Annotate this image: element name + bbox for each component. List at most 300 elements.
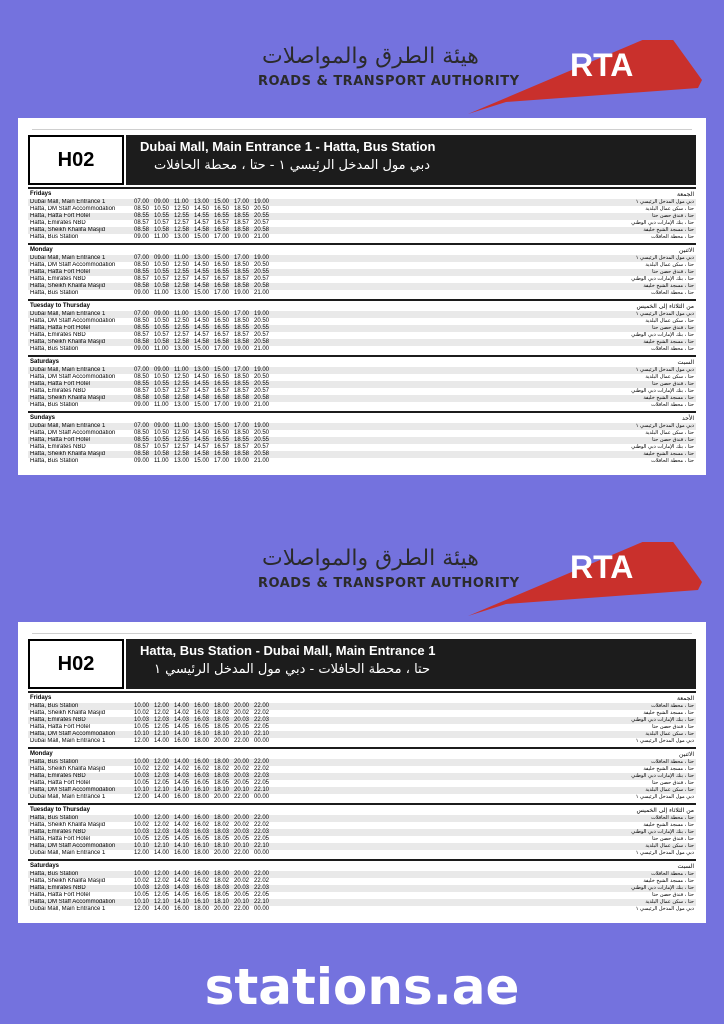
departure-time: 12.50 [174, 374, 190, 380]
stop-name-arabic: حتا ، محطة الحافلات [651, 234, 694, 240]
departure-times [134, 885, 314, 892]
departure-times [134, 290, 314, 297]
stop-name: Hatta, DM Staff Accommodation [30, 318, 116, 324]
site-watermark: stations.ae [204, 958, 520, 1016]
departure-time: 11.00 [154, 290, 169, 296]
departure-time: 20.50 [254, 318, 270, 324]
departure-time: 08.50 [134, 318, 150, 324]
departure-times [134, 444, 314, 451]
table-row [28, 878, 696, 885]
stop-name-arabic: دبي مول المدخل الرئيسي ١ [635, 906, 694, 912]
table-row [28, 717, 696, 724]
departure-time: 20.10 [234, 787, 250, 793]
departure-time: 16.58 [214, 227, 230, 233]
departure-time: 16.58 [214, 283, 230, 289]
stop-name-arabic: حتا ، محطة الحافلات [651, 458, 694, 464]
departure-times [134, 458, 314, 465]
departure-time: 22.00 [254, 815, 270, 821]
table-row [28, 332, 696, 339]
departure-time: 12.55 [174, 213, 190, 219]
stop-name-arabic: حتا ، محطة الحافلات [651, 346, 694, 352]
departure-time: 12.55 [174, 381, 190, 387]
day-label-english: Tuesday to Thursday [30, 303, 90, 309]
departure-times [134, 213, 314, 220]
departure-time: 12.57 [174, 220, 190, 226]
stop-name: Hatta, Sheikh Khalifa Masjid [30, 339, 106, 345]
table-row [28, 885, 696, 892]
departure-time: 12.00 [134, 738, 150, 744]
departure-times [134, 822, 314, 829]
departure-time: 16.50 [214, 262, 230, 268]
departure-time: 12.55 [174, 437, 190, 443]
departure-time: 08.50 [134, 262, 150, 268]
stop-name-arabic: حتا ، سكن عمال البلدية [645, 843, 694, 849]
departure-time: 20.55 [254, 437, 270, 443]
table-row [28, 724, 696, 731]
departure-time: 16.58 [214, 451, 230, 457]
departure-time: 12.50 [174, 318, 190, 324]
table-row [28, 794, 696, 801]
departure-times [134, 773, 314, 780]
day-label-arabic: الجمعة [677, 190, 694, 198]
stop-name: Hatta, Bus Station [30, 815, 79, 821]
table-row [28, 437, 696, 444]
day-label-arabic: من الثلاثاء إلى الخميس [636, 806, 694, 814]
day-section-header [28, 411, 696, 423]
departure-time: 13.00 [174, 402, 190, 408]
stop-name-arabic: حتا ، بنك الإمارات دبي الوطني [631, 773, 694, 779]
departure-time: 19.00 [234, 290, 250, 296]
departure-time: 20.50 [254, 374, 270, 380]
departure-time: 20.57 [254, 220, 270, 226]
departure-time: 10.05 [134, 892, 150, 898]
table-row [28, 731, 696, 738]
departure-times [134, 374, 314, 381]
departure-time: 22.02 [254, 822, 270, 828]
table-row [28, 339, 696, 346]
route-title-arabic: دبي مول المدخل الرئيسي ١ - حتا ، محطة الحافلات [154, 158, 430, 173]
departure-time: 20.00 [214, 906, 230, 912]
departure-time: 18.50 [234, 262, 250, 268]
stop-name-arabic: دبي مول المدخل الرئيسي ١ [635, 199, 694, 205]
departure-time: 19.00 [254, 255, 270, 261]
departure-time: 22.10 [254, 899, 270, 905]
departure-times [134, 710, 314, 717]
departure-time: 22.05 [254, 836, 270, 842]
departure-time: 22.00 [254, 703, 270, 709]
table-row [28, 255, 696, 262]
day-section-rows [28, 703, 696, 745]
table-row [28, 402, 696, 409]
table-row [28, 423, 696, 430]
departure-time: 00.00 [254, 906, 270, 912]
departure-time: 10.50 [154, 430, 170, 436]
departure-time: 14.03 [174, 717, 190, 723]
departure-times [134, 906, 314, 913]
stop-name: Hatta, Sheikh Khalifa Masjid [30, 283, 106, 289]
table-row [28, 766, 696, 773]
departure-time: 14.50 [194, 318, 210, 324]
stop-name: Hatta, Emirates NBD [30, 332, 86, 338]
departure-times [134, 437, 314, 444]
departure-time: 14.10 [174, 787, 190, 793]
departure-time: 13.00 [194, 199, 210, 205]
departure-time: 20.02 [234, 710, 250, 716]
stop-name: Hatta, DM Staff Accommodation [30, 206, 116, 212]
departure-time: 22.05 [254, 780, 270, 786]
departure-time: 22.10 [254, 731, 270, 737]
departure-time: 20.02 [234, 766, 250, 772]
departure-time: 18.50 [234, 374, 250, 380]
stop-name-arabic: حتا ، سكن عمال البلدية [645, 318, 694, 324]
stop-name-arabic: حتا ، بنك الإمارات دبي الوطني [631, 332, 694, 338]
table-row [28, 822, 696, 829]
route-titles [126, 639, 696, 689]
table-row [28, 213, 696, 220]
departure-time: 14.55 [194, 213, 210, 219]
departure-time: 09.00 [134, 458, 150, 464]
departure-time: 16.55 [214, 269, 230, 275]
departure-times [134, 269, 314, 276]
departure-time: 20.50 [254, 430, 270, 436]
stop-name: Hatta, Sheikh Khalifa Masjid [30, 710, 106, 716]
table-row [28, 325, 696, 332]
departure-time: 14.05 [174, 836, 190, 842]
day-section-rows [28, 871, 696, 913]
departure-time: 16.00 [194, 871, 210, 877]
stop-name: Hatta, Bus Station [30, 871, 79, 877]
table-row [28, 206, 696, 213]
departure-time: 10.03 [134, 773, 150, 779]
departure-times [134, 780, 314, 787]
departure-time: 16.55 [214, 437, 230, 443]
departure-time: 14.00 [174, 871, 190, 877]
departure-time: 07.00 [134, 423, 150, 429]
day-label-arabic: السبت [677, 358, 694, 366]
rta-name-english: ROADS & TRANSPORT AUTHORITY [258, 74, 520, 89]
departure-time: 14.00 [154, 850, 170, 856]
table-row [28, 346, 696, 353]
departure-times [134, 227, 314, 234]
stop-name: Hatta, DM Staff Accommodation [30, 787, 116, 793]
departure-time: 20.03 [234, 717, 250, 723]
departure-time: 07.00 [134, 311, 150, 317]
departure-time: 18.58 [234, 283, 250, 289]
stop-name: Hatta, DM Staff Accommodation [30, 843, 116, 849]
departure-time: 18.55 [234, 437, 250, 443]
departure-time: 14.50 [194, 262, 210, 268]
stop-name-arabic: حتا ، مسجد الشيخ خليفة [643, 339, 694, 345]
departure-times [134, 878, 314, 885]
departure-time: 16.00 [174, 738, 190, 744]
departure-time: 10.05 [134, 724, 150, 730]
stop-name: Hatta, Bus Station [30, 458, 79, 464]
departure-time: 20.10 [234, 731, 250, 737]
day-label-english: Monday [30, 751, 53, 757]
departure-time: 00.00 [254, 794, 270, 800]
day-section-rows [28, 815, 696, 857]
departure-time: 20.55 [254, 381, 270, 387]
departure-times [134, 430, 314, 437]
departure-time: 20.05 [234, 836, 250, 842]
departure-time: 16.05 [194, 892, 210, 898]
panel-rule [32, 633, 692, 634]
stop-name-arabic: حتا ، بنك الإمارات دبي الوطني [631, 276, 694, 282]
stop-name-arabic: حتا ، سكن عمال البلدية [645, 206, 694, 212]
departure-time: 12.02 [154, 878, 170, 884]
day-label-arabic: الاثنين [679, 246, 694, 254]
departure-time: 18.00 [194, 794, 210, 800]
stop-name: Hatta, Hatta Fort Hotel [30, 381, 91, 387]
departure-time: 13.00 [194, 311, 210, 317]
stop-name-arabic: حتا ، محطة الحافلات [651, 815, 694, 821]
departure-time: 12.10 [154, 787, 170, 793]
departure-time: 10.00 [134, 871, 150, 877]
departure-time: 17.00 [214, 290, 230, 296]
departure-time: 20.57 [254, 388, 270, 394]
departure-times [134, 850, 314, 857]
departure-times [134, 766, 314, 773]
departure-time: 22.02 [254, 710, 270, 716]
departure-time: 20.00 [234, 871, 250, 877]
departure-time: 14.57 [194, 220, 210, 226]
departure-time: 09.00 [154, 255, 170, 261]
departure-time: 08.55 [134, 213, 150, 219]
stop-name-arabic: حتا ، محطة الحافلات [651, 759, 694, 765]
departure-time: 18.58 [234, 451, 250, 457]
departure-time: 08.50 [134, 374, 150, 380]
departure-time: 19.00 [254, 423, 270, 429]
departure-time: 11.00 [154, 346, 169, 352]
departure-times [134, 423, 314, 430]
departure-times [134, 283, 314, 290]
departure-time: 18.03 [214, 717, 230, 723]
day-section-header [28, 243, 696, 255]
day-label-english: Sundays [30, 415, 56, 421]
departure-time: 18.55 [234, 381, 250, 387]
table-row [28, 199, 696, 206]
stop-name: Hatta, Hatta Fort Hotel [30, 269, 91, 275]
departure-time: 14.00 [154, 738, 170, 744]
departure-time: 20.58 [254, 227, 270, 233]
stop-name: Hatta, Bus Station [30, 703, 79, 709]
departure-time: 16.55 [214, 325, 230, 331]
departure-time: 12.55 [174, 325, 190, 331]
departure-time: 16.00 [194, 815, 210, 821]
departure-time: 10.50 [154, 206, 170, 212]
departure-time: 18.02 [214, 822, 230, 828]
departure-times [134, 843, 314, 850]
departure-time: 17.00 [234, 311, 250, 317]
departure-time: 21.00 [254, 346, 270, 352]
departure-time: 20.00 [234, 759, 250, 765]
stop-name: Hatta, Sheikh Khalifa Masjid [30, 878, 106, 884]
departure-time: 14.57 [194, 444, 210, 450]
departure-time: 14.55 [194, 381, 210, 387]
departure-time: 18.10 [214, 843, 230, 849]
table-row [28, 430, 696, 437]
panel-rule [32, 129, 692, 130]
departure-time: 12.10 [154, 899, 170, 905]
table-row [28, 815, 696, 822]
departure-time: 16.55 [214, 213, 230, 219]
stop-name: Hatta, Hatta Fort Hotel [30, 780, 91, 786]
departure-time: 15.00 [194, 346, 210, 352]
departure-times [134, 276, 314, 283]
departure-time: 14.57 [194, 332, 210, 338]
day-label-english: Fridays [30, 191, 52, 197]
departure-time: 10.10 [134, 787, 150, 793]
departure-time: 08.55 [134, 269, 150, 275]
departure-time: 09.00 [134, 290, 150, 296]
stop-name: Dubai Mall, Main Entrance 1 [30, 367, 106, 373]
route-code: H02 [28, 639, 124, 689]
departure-times [134, 395, 314, 402]
stop-name-arabic: دبي مول المدخل الرئيسي ١ [635, 423, 694, 429]
departure-time: 20.05 [234, 724, 250, 730]
departure-time: 16.03 [194, 717, 210, 723]
departure-time: 10.02 [134, 822, 150, 828]
stop-name: Hatta, Bus Station [30, 234, 79, 240]
departure-time: 14.00 [154, 906, 170, 912]
departure-time: 11.00 [174, 255, 189, 261]
departure-time: 20.58 [254, 339, 270, 345]
departure-time: 20.57 [254, 332, 270, 338]
departure-time: 14.58 [194, 283, 210, 289]
departure-time: 14.02 [174, 822, 190, 828]
departure-times [134, 451, 314, 458]
departure-time: 10.57 [154, 332, 170, 338]
departure-time: 12.02 [154, 710, 170, 716]
departure-time: 12.03 [154, 717, 170, 723]
table-row [28, 374, 696, 381]
table-row [28, 367, 696, 374]
departure-time: 08.55 [134, 325, 150, 331]
departure-time: 12.50 [174, 430, 190, 436]
departure-time: 10.10 [134, 843, 150, 849]
departure-time: 12.00 [134, 906, 150, 912]
route-title-bar [28, 135, 696, 185]
departure-time: 11.00 [174, 311, 189, 317]
stop-name: Hatta, Hatta Fort Hotel [30, 437, 91, 443]
stop-name: Hatta, DM Staff Accommodation [30, 262, 116, 268]
departure-time: 20.00 [214, 794, 230, 800]
departure-time: 12.00 [154, 871, 170, 877]
departure-time: 10.58 [154, 339, 170, 345]
departure-time: 20.10 [234, 899, 250, 905]
rta-header [0, 546, 724, 626]
departure-time: 12.03 [154, 885, 170, 891]
departure-time: 16.05 [194, 724, 210, 730]
departure-time: 14.05 [174, 780, 190, 786]
stop-name-arabic: حتا ، مسجد الشيخ خليفة [643, 878, 694, 884]
departure-time: 17.00 [214, 346, 230, 352]
departure-time: 12.57 [174, 332, 190, 338]
departure-times [134, 815, 314, 822]
departure-time: 18.57 [234, 444, 250, 450]
stop-name-arabic: حتا ، سكن عمال البلدية [645, 731, 694, 737]
table-row [28, 703, 696, 710]
departure-time: 18.03 [214, 885, 230, 891]
departure-time: 16.00 [174, 906, 190, 912]
day-section-header [28, 747, 696, 759]
departure-time: 20.55 [254, 325, 270, 331]
departure-time: 20.05 [234, 780, 250, 786]
stop-name: Hatta, DM Staff Accommodation [30, 899, 116, 905]
stop-name: Hatta, Sheikh Khalifa Masjid [30, 227, 106, 233]
departure-time: 16.57 [214, 276, 230, 282]
table-row [28, 290, 696, 297]
departure-time: 12.03 [154, 829, 170, 835]
departure-time: 14.50 [194, 430, 210, 436]
stop-name-arabic: حتا ، محطة الحافلات [651, 871, 694, 877]
departure-time: 20.50 [254, 262, 270, 268]
departure-time: 10.55 [154, 437, 170, 443]
departure-time: 12.05 [154, 724, 170, 730]
departure-time: 18.55 [234, 325, 250, 331]
route-code: H02 [28, 135, 124, 185]
departure-time: 10.05 [134, 780, 150, 786]
stop-name-arabic: حتا ، محطة الحافلات [651, 703, 694, 709]
departure-time: 15.00 [214, 367, 230, 373]
departure-time: 18.50 [234, 430, 250, 436]
departure-times [134, 703, 314, 710]
departure-time: 17.00 [234, 423, 250, 429]
departure-time: 14.02 [174, 766, 190, 772]
departure-time: 10.02 [134, 710, 150, 716]
stop-name: Hatta, Hatta Fort Hotel [30, 724, 91, 730]
departure-time: 22.05 [254, 724, 270, 730]
departure-time: 09.00 [134, 402, 150, 408]
departure-time: 12.00 [154, 703, 170, 709]
departure-time: 18.03 [214, 773, 230, 779]
stop-name-arabic: حتا ، مسجد الشيخ خليفة [643, 710, 694, 716]
table-row [28, 787, 696, 794]
departure-time: 08.57 [134, 444, 150, 450]
departure-time: 14.58 [194, 227, 210, 233]
departure-time: 12.00 [134, 850, 150, 856]
stop-name-arabic: حتا ، فندق حصن حتا [652, 325, 694, 331]
departure-time: 17.00 [234, 199, 250, 205]
stop-name-arabic: حتا ، سكن عمال البلدية [645, 374, 694, 380]
departure-time: 20.02 [234, 878, 250, 884]
route-titles [126, 135, 696, 185]
stop-name: Hatta, Sheikh Khalifa Masjid [30, 451, 106, 457]
departure-time: 11.00 [174, 423, 189, 429]
departure-time: 16.10 [194, 843, 210, 849]
departure-time: 18.05 [214, 836, 230, 842]
stop-name-arabic: حتا ، محطة الحافلات [651, 290, 694, 296]
departure-time: 20.58 [254, 451, 270, 457]
departure-time: 22.02 [254, 766, 270, 772]
day-section-rows [28, 311, 696, 353]
departure-time: 10.58 [154, 451, 170, 457]
table-row [28, 318, 696, 325]
departure-time: 14.05 [174, 892, 190, 898]
departure-time: 22.00 [254, 759, 270, 765]
stop-name: Hatta, DM Staff Accommodation [30, 374, 116, 380]
departure-time: 19.00 [234, 346, 250, 352]
departure-time: 22.10 [254, 787, 270, 793]
stop-name-arabic: دبي مول المدخل الرئيسي ١ [635, 850, 694, 856]
departure-time: 15.00 [194, 458, 210, 464]
departure-time: 18.58 [234, 395, 250, 401]
table-row [28, 738, 696, 745]
stop-name: Hatta, Emirates NBD [30, 444, 86, 450]
departure-time: 13.00 [174, 458, 190, 464]
stop-name: Hatta, DM Staff Accommodation [30, 430, 116, 436]
departure-times [134, 899, 314, 906]
